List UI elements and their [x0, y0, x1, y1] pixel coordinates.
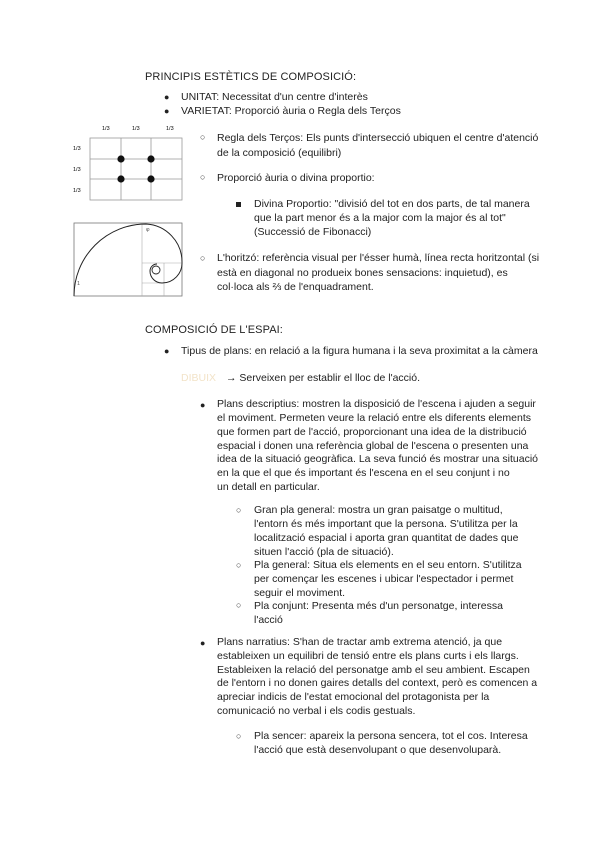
faint-word: DIBUIX: [181, 372, 217, 384]
bullet-varietat: VARIETAT: Proporció àuria o Regla dels Terços: [181, 105, 401, 117]
svg-text:φ: φ: [146, 227, 150, 233]
square-bullet-icon: [236, 202, 241, 207]
bullet-icon: ●: [164, 92, 170, 102]
tipus-de-plans: Tipus de plans: en relació a la figura humana i la seva proximitat a la càmera: [181, 345, 538, 357]
pla-sencer-line1: Pla sencer: apareix la persona sencera, tot el cos. Interesa: [254, 730, 528, 742]
pla-general-line2: per començar les escenes i ubicar l'espectador i permet: [254, 573, 514, 585]
grid-top-label: 1/3: [102, 126, 110, 132]
narratius-line4: de l'entorn i no donen gaires detalls del context, però es comencen a: [217, 677, 538, 689]
circle-bullet-icon: ○: [236, 560, 242, 570]
pla-conjunt-line1: Pla conjunt: Presenta més d'un personatge, interessa: [254, 600, 503, 612]
golden-spiral-figure: [72, 221, 184, 299]
descriptius-line7: un detall en particular.: [217, 481, 320, 493]
circle-bullet-icon: ○: [200, 132, 206, 142]
pla-conjunt-line2: l'acció: [254, 614, 283, 626]
descriptius-line6: en la que el que és important és l'escena en el seu conjunt i no: [217, 467, 510, 479]
descriptius-line5: idea de la situació geogràfica. La seva funció és mostrar una situació: [217, 453, 539, 465]
golden-ratio-text: Proporció àuria o divina proportio:: [217, 172, 375, 184]
bullet-unitat: UNITAT: Necessitat d'un centre d'interès: [181, 91, 368, 103]
section-title-composicio: COMPOSICIÓ DE L'ESPAI:: [145, 324, 283, 336]
bullet-icon: ●: [164, 346, 170, 356]
descriptius-line1: Plans descriptius: mostren la disposició de l'escena i ajuden a seguir: [217, 398, 536, 410]
intersection-point: [147, 175, 154, 182]
rule-of-thirds-line1: Regla dels Terços: Els punts d'intersecció ubiquen el centre d'atenció: [217, 132, 539, 144]
circle-bullet-icon: ○: [200, 253, 206, 263]
descriptius-line4: espacial i donen una referència global de l'escena o presenten una: [217, 440, 529, 452]
pla-sencer-line2: l'acció que està desenvolupant o que desenvoluparà.: [254, 744, 502, 756]
grid-left-label: 1/3: [73, 188, 81, 194]
gran-pla-line3: localització espacial i aporta gran quantitat de dades que: [254, 532, 519, 544]
horizon-line3: col·loca als ⅔ de l'enquadrament.: [217, 281, 374, 293]
rule-of-thirds-figure: [72, 122, 187, 204]
section-title-principis: PRINCIPIS ESTÈTICS DE COMPOSICIÓ:: [145, 71, 357, 83]
circle-bullet-icon: ○: [236, 505, 242, 515]
rule-of-thirds-line2: de la composició (equilibri): [217, 147, 342, 159]
bullet-icon: ●: [200, 638, 206, 648]
narratius-line2: estableixen un equilibri de tensió entre els plans curts i els llargs.: [217, 650, 519, 662]
grid-top-label: 1/3: [166, 126, 174, 132]
grid-left-label: 1/3: [73, 146, 81, 152]
bullet-icon: ●: [200, 400, 206, 410]
pla-general-line1: Pla general: Situa els elements en el seu entorn. S'utilitza: [254, 559, 522, 571]
narratius-line3: Estableixen la relació del personatge amb el seu ambient. Escapen: [217, 664, 530, 676]
arrow-text: → Serveixen per establir el lloc de l'acció.: [226, 372, 421, 384]
circle-bullet-icon: ○: [236, 600, 242, 610]
intersection-point: [147, 155, 154, 162]
intersection-point: [117, 155, 124, 162]
gran-pla-line4: situen l'acció (pla de situació).: [254, 546, 394, 558]
svg-text:1: 1: [77, 281, 81, 287]
grid-top-label: 1/3: [132, 126, 140, 132]
gran-pla-line1: Gran pla general: mostra un gran paisatge o multitud,: [254, 504, 503, 516]
grid-left-label: 1/3: [73, 167, 81, 173]
circle-bullet-icon: ○: [200, 172, 206, 182]
divina-line3: (Successió de Fibonacci): [254, 226, 372, 238]
gran-pla-line2: l'entorn és més important que la persona. S'utilitza per la: [254, 518, 518, 530]
descriptius-line2: el moviment. Permeten veure la relació entre els diferents elements: [217, 412, 531, 424]
narratius-line1: Plans narratius: S'han de tractar amb extrema atenció, ja que: [217, 636, 503, 648]
divina-line1: Divina Proportio: "divisió del tot en dos parts, de tal manera: [254, 198, 530, 210]
bullet-icon: ●: [164, 106, 170, 116]
horizon-line1: L'horitzó: referència visual per l'ésser humà, línea recta horitzontal (si: [217, 252, 540, 264]
circle-bullet-icon: ○: [236, 731, 242, 741]
descriptius-line3: que formen part de l'acció, proporcionant una idea de la distribució: [217, 426, 527, 438]
intersection-point: [117, 175, 124, 182]
horizon-line2: està en diagonal no produeix bones sensacions: inquietud), es: [217, 267, 508, 279]
divina-line2: que la part menor és a la major com la major és al tot": [254, 212, 506, 224]
pla-general-line3: seguir el moviment.: [254, 587, 346, 599]
narratius-line5: apreciar indicis de l'estat emocional del protagonista per la: [217, 691, 490, 703]
narratius-line6: comunicació no verbal i els codis gestuals.: [217, 705, 416, 717]
